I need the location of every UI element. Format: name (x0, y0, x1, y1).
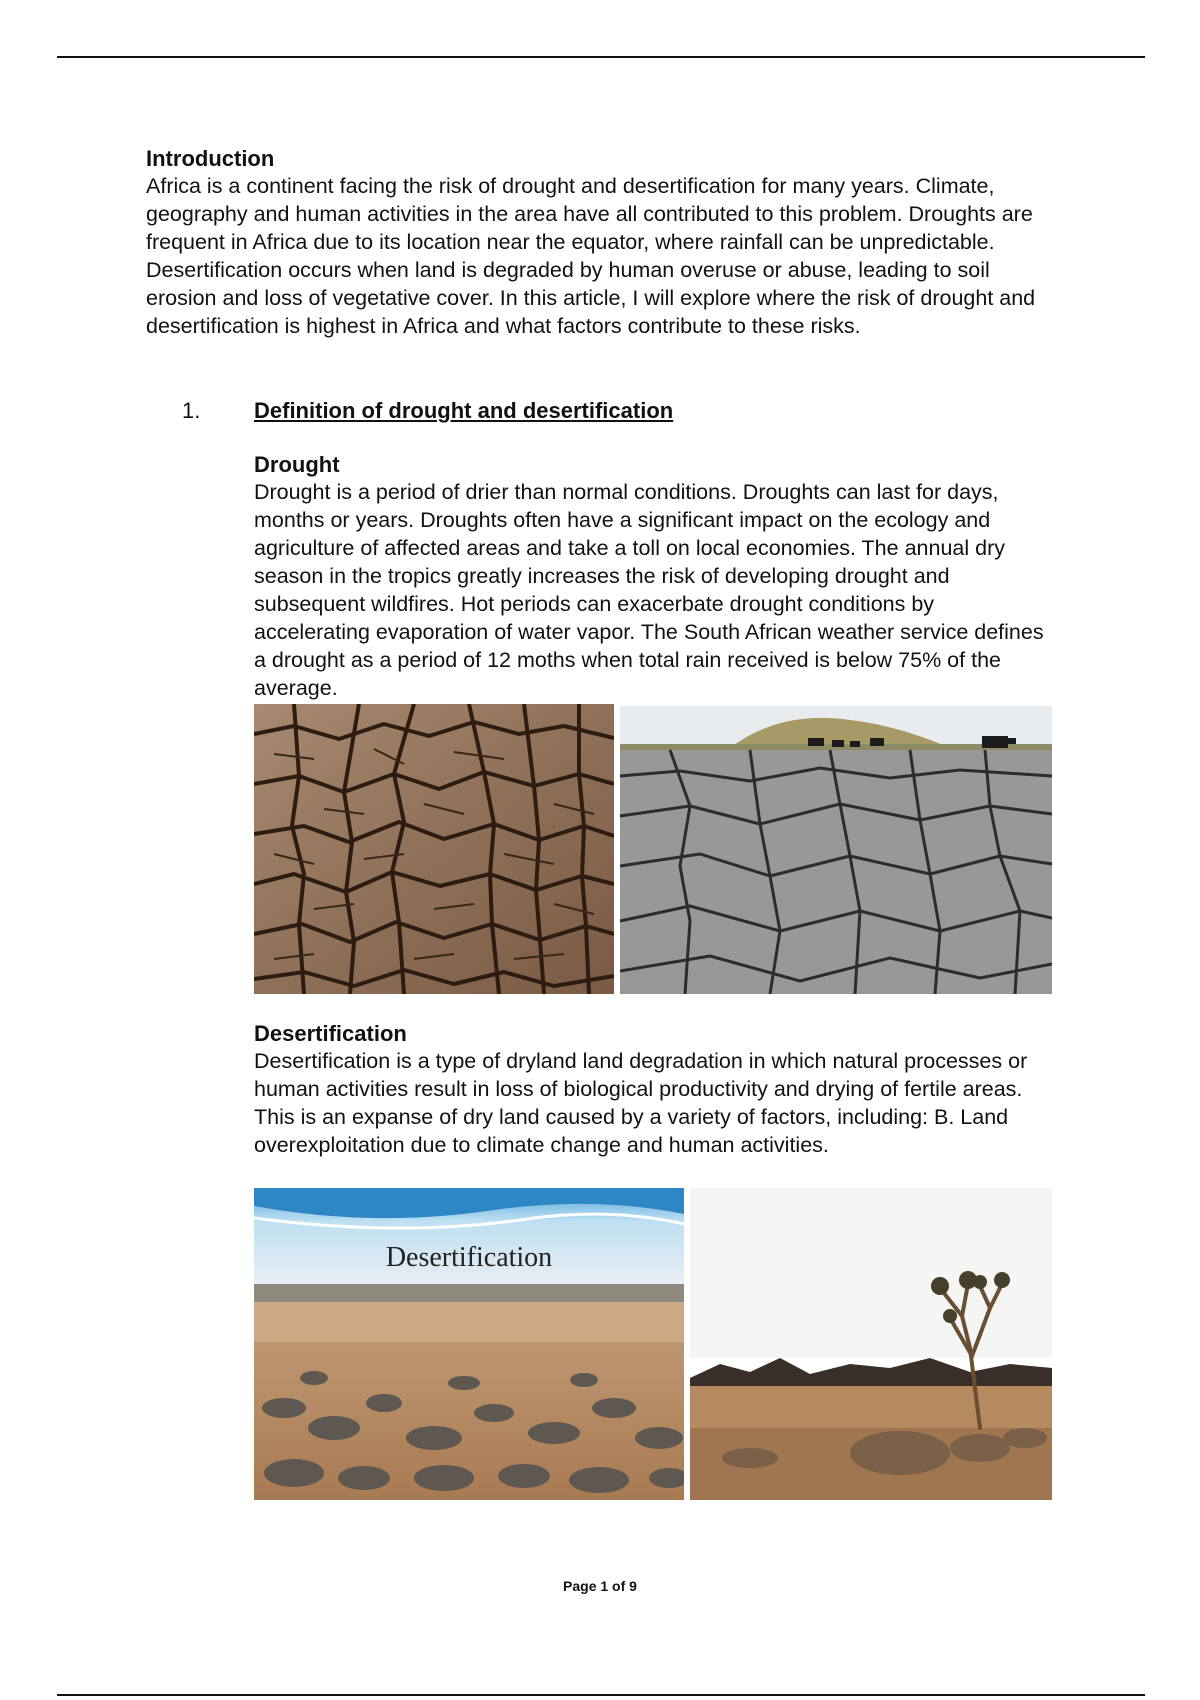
drought-heading: Drought (254, 452, 340, 477)
bottom-rule (57, 1694, 1145, 1696)
section-title: Definition of drought and desertification (254, 398, 674, 423)
top-rule (57, 56, 1145, 58)
drought-section (254, 452, 1054, 702)
dry-plain-cattle-photo (620, 706, 1052, 994)
quiver-tree-photo (690, 1188, 1052, 1500)
desertification-heading: Desertification (254, 1021, 407, 1046)
section-number: 1. (182, 398, 201, 423)
introduction-section (146, 146, 1066, 340)
desertification-slide-photo (254, 1188, 684, 1500)
slide-caption: Desertification (385, 1242, 553, 1273)
cracked-earth-photo (254, 704, 614, 994)
desertification-section (254, 1021, 1054, 1159)
desertification-paragraph: Desertification is a type of dryland land degradation in which natural processes or human activities result in loss of biological productivity and drying of fertile areas. This is an expanse of dry land caused by a variety of factors, including: B. Land overexploitation due to climate change and human activities. (254, 1049, 1028, 1157)
introduction-paragraph: Africa is a continent facing the risk of drought and desertification for many years. Climate, geography and human activities in the area have all contributed to this problem. Droughts are frequent in Africa due to its location near the equator, where rainfall can be unpredictable. Desertification occurs when land is degraded by human overuse or abuse, leading to soil erosion and loss of vegetative cover. In this article, I will explore where the risk of drought and desertification is highest in Africa and what factors contribute to these risks. (146, 174, 1036, 338)
page-number: Page 1 of 9 (563, 1578, 637, 1594)
drought-paragraph: Drought is a period of drier than normal conditions. Droughts can last for days, months or years. Droughts often have a significant impact on the ecology and agriculture of affected areas and take a toll on local economies. The annual dry season in the tropics greatly increases the risk of developing drought and subsequent wildfires. Hot periods can exacerbate drought conditions by accelerating evaporation of water vapor. The South African weather service defines a drought as a period of 12 moths when total rain received is below 75% of the average. (254, 480, 1044, 700)
introduction-heading: Introduction (146, 146, 275, 171)
